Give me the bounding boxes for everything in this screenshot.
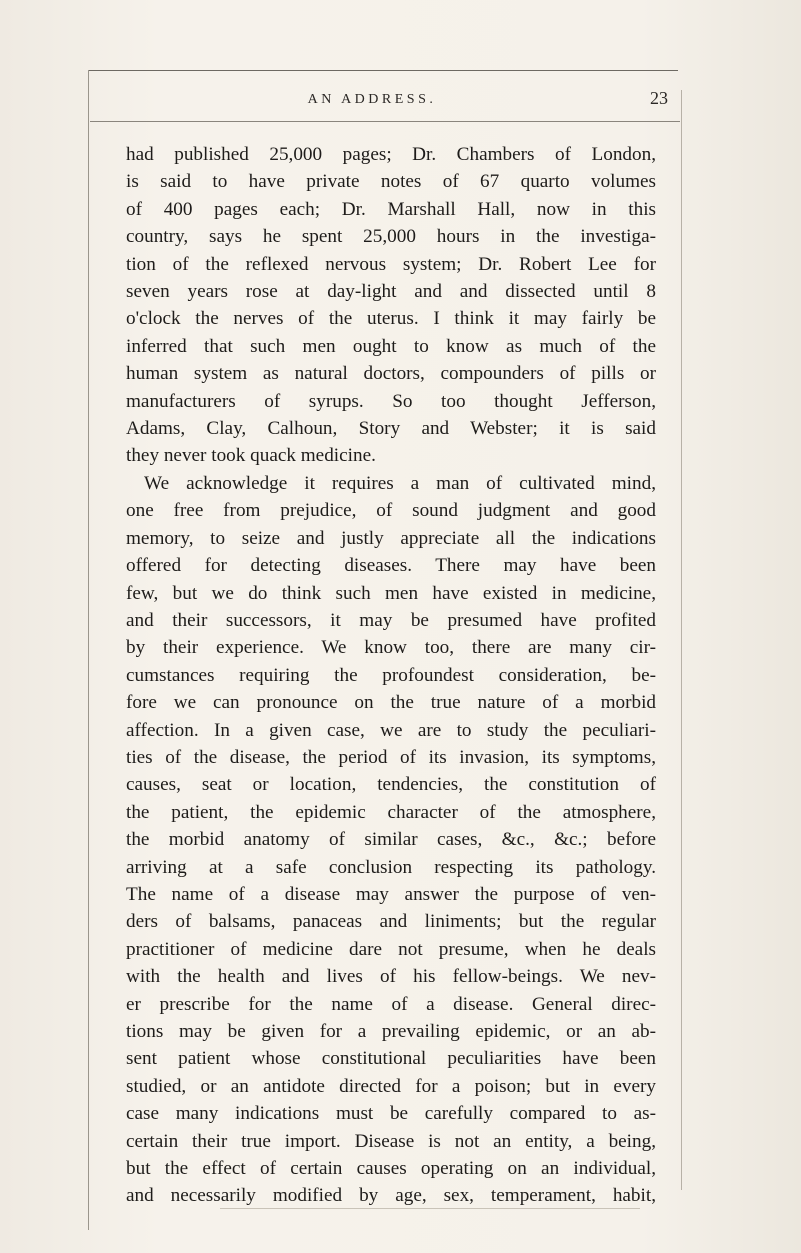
text-line: fore we can pronounce on the true nature of a morbid [126,692,656,714]
text-line: with the health and lives of his fellow-beings. We nev- [126,966,656,988]
text-line: arriving at a safe conclusion respecting its pathology. [126,856,656,878]
text-line: human system as natural doctors, compounders of pills or [126,363,656,385]
text-line: inferred that such men ought to know as much of the [126,335,656,357]
text-line: but the effect of certain causes operating on an individual, [126,1158,656,1180]
text-line: is said to have private notes of 67 quarto volumes [126,171,656,193]
text-line: they never took quack medicine. [126,445,376,467]
text-line: manufacturers of syrups. So too thought Jefferson, [126,390,656,412]
text-line: the patient, the epidemic character of the atmosphere, [126,801,656,823]
text-line: few, but we do think such men have existed in medicine, [126,582,656,604]
text-line: country, says he spent 25,000 hours in the investiga- [126,226,656,248]
text-line: tion of the reflexed nervous system; Dr. Robert Lee for [126,253,656,275]
text-line: ties of the disease, the period of its invasion, its symptoms, [126,746,656,768]
text-line: sent patient whose constitutional peculiarities have been [126,1048,656,1070]
text-line: studied, or an antidote directed for a poison; but in every [126,1075,656,1097]
text-line: practitioner of medicine dare not presume, when he deals [126,938,656,960]
header-rule [90,121,680,122]
paragraph-start: We acknowledge it requires a man of cultivated mind, [144,472,656,494]
text-line: memory, to seize and justly appreciate all the indications [126,527,656,549]
top-rule [88,70,678,71]
text-line: the morbid anatomy of similar cases, &c., &c.; before [126,829,656,851]
running-head: AN ADDRESS. [307,92,437,107]
right-margin-line [681,90,682,1190]
left-margin-line [88,70,89,1230]
text-line: The name of a disease may answer the purpose of ven- [126,883,656,905]
text-line: had published 25,000 pages; Dr. Chambers of London, [126,144,656,165]
text-line: offered for detecting diseases. There may have been [126,555,656,577]
text-line: affection. In a given case, we are to study the peculiari- [126,719,656,741]
text-line: certain their true import. Disease is not an entity, a being, [126,1130,656,1152]
text-line: by their experience. We know too, there are many cir- [126,637,656,659]
text-line: Adams, Clay, Calhoun, Story and Webster; it is said [126,418,656,440]
text-line: cumstances requiring the profoundest consideration, be- [126,664,656,686]
text-line: and necessarily modified by age, sex, temperament, habit, [126,1185,656,1207]
text-line: ders of balsams, panaceas and liniments; but the regular [126,911,656,933]
text-line: of 400 pages each; Dr. Marshall Hall, now in this [126,198,656,220]
text-line: and their successors, it may be presumed have profited [126,609,656,631]
text-line: er prescribe for the name of a disease. General direc- [126,993,656,1015]
body-text [126,141,656,1210]
text-line: one free from prejudice, of sound judgment and good [126,500,656,522]
text-line: case many indications must be carefully compared to as- [126,1103,656,1125]
text-line: seven years rose at day-light and and dissected until 8 [126,281,656,303]
text-line: o'clock the nerves of the uterus. I think it may fairly be [126,308,656,330]
text-line: tions may be given for a prevailing epidemic, or an ab- [126,1021,656,1042]
page-number: 23 [650,88,668,108]
text-line: causes, seat or location, tendencies, the constitution of [126,774,656,796]
